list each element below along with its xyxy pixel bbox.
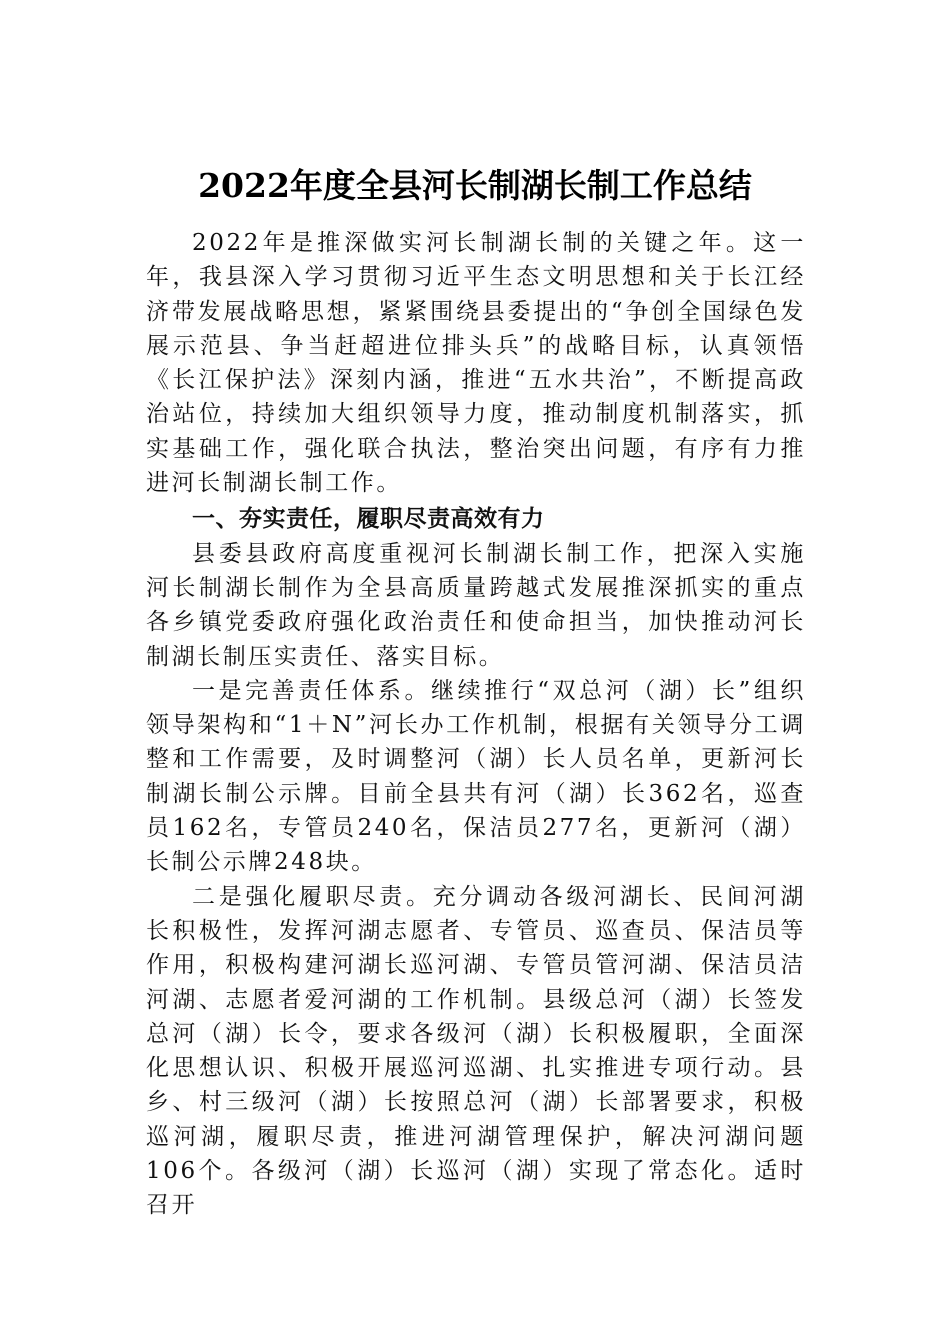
- section-heading: 一、夯实责任，履职尽责高效有力: [192, 506, 545, 533]
- responsibility-system-paragraph: 一是完善责任体系。继续推行“双总河（湖）长”组织领导架构和“1＋N”河长办工作机制，根据有关领导分工调整和工作需要，及时调整河（湖）长人员名单，更新河长制湖长制公示牌。目前全县共有河（湖）长362名，巡查员162名，专管员240名，保洁员277名，更新河（湖）长制公示牌248块。: [146, 677, 806, 876]
- intro-paragraph: 2022年是推深做实河长制湖长制的关键之年。这一年，我县深入学习贯彻习近平生态文明思想和关于长江经济带发展战略思想，紧紧围绕县委提出的“争创全国绿色发展示范县、争当赶超进位排头兵”的战略目标，认真领悟《长江保护法》深刻内涵，推进“五水共治”，不断提高政治站位，持续加大组织领导力度，推动制度机制落实，抓实基础工作，强化联合执法，整治突出问题，有序有力推进河长制湖长制工作。: [146, 230, 806, 497]
- duty-performance-paragraph: 二是强化履职尽责。充分调动各级河湖长、民间河湖长积极性，发挥河湖志愿者、专管员、巡查员、保洁员等作用，积极构建河湖长巡河湖、专管员管河湖、保洁员洁河湖、志愿者爱河湖的工作机制。县级总河（湖）长签发总河（湖）长令，要求各级河（湖）长积极履职，全面深化思想认识、积极开展巡河巡湖、扎实推进专项行动。县乡、村三级河（湖）长按照总河（湖）长部署要求，积极巡河湖，履职尽责，推进河湖管理保护，解决河湖问题106个。各级河（湖）长巡河（湖）实现了常态化。适时召开: [146, 883, 806, 1219]
- document-body: [146, 226, 806, 1223]
- section-intro-paragraph: 县委县政府高度重视河长制湖长制工作，把深入实施河长制湖长制作为全县高质量跨越式发展推深抓实的重点各乡镇党委政府强化政治责任和使命担当，加快推动河长制湖长制压实责任、落实目标。: [146, 540, 806, 670]
- document-title: 2022年度全县河长制湖长制工作总结: [198, 166, 752, 205]
